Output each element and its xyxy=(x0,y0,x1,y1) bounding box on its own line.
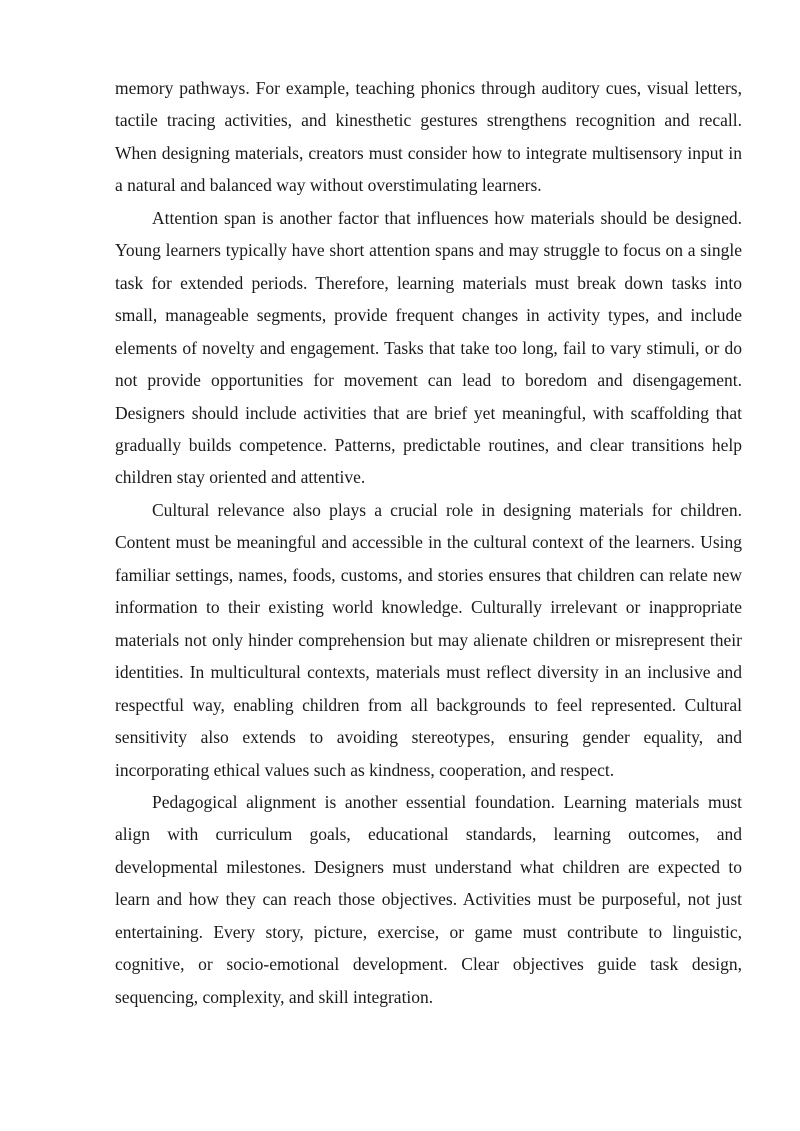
paragraph-pedagogical-alignment: Pedagogical alignment is another essential foundation. Learning materials must align with curriculum goals, educational standards, learning outcomes, and developmental milestones. Designers must understand what children are expected to learn and how they can reach those objectives. Activities must be purposeful, not just entertaining. Every story, picture, exercise, or game must contribute to linguistic, cognitive, or socio-emotional development. Clear objectives guide task design, sequencing, complexity, and skill integration. xyxy=(115,791,742,1007)
body-text xyxy=(115,72,742,1013)
paragraph-cultural-relevance: Cultural relevance also plays a crucial role in designing materials for children. Content must be meaningful and accessible in the cultural context of the learners. Using familiar settings, names, foods, customs, and stories ensures that children can relate new information to their existing world knowledge. Culturally irrelevant or inappropriate materials not only hinder comprehension but may alienate children or misrepresent their identities. In multicultural contexts, materials must reflect diversity in an inclusive and respectful way, enabling children from all backgrounds to feel represented. Cultural sensitivity also extends to avoiding stereotypes, ensuring gender equality, and incorporating ethical values such as kindness, cooperation, and respect. xyxy=(115,499,742,780)
paragraph-multisensory-continuation: memory pathways. For example, teaching phonics through auditory cues, visual letters, tactile tracing activities, and kinesthetic gestures strengthens recognition and recall. When designing materials, creators must consider how to integrate multisensory input in a natural and balanced way without overstimulating learners. xyxy=(115,78,742,196)
paragraph-attention-span: Attention span is another factor that influences how materials should be designed. Young learners typically have short attention spans and may struggle to focus on a single task for extended periods. Therefore, learning materials must break down tasks into small, manageable segments, provide frequent changes in activity types, and include elements of novelty and engagement. Tasks that take too long, fail to vary stimuli, or do not provide opportunities for movement can lead to boredom and disengagement. Designers should include activities that are brief yet meaningful, with scaffolding that gradually builds competence. Patterns, predictable routines, and clear transitions help children stay oriented and attentive. xyxy=(115,207,742,488)
